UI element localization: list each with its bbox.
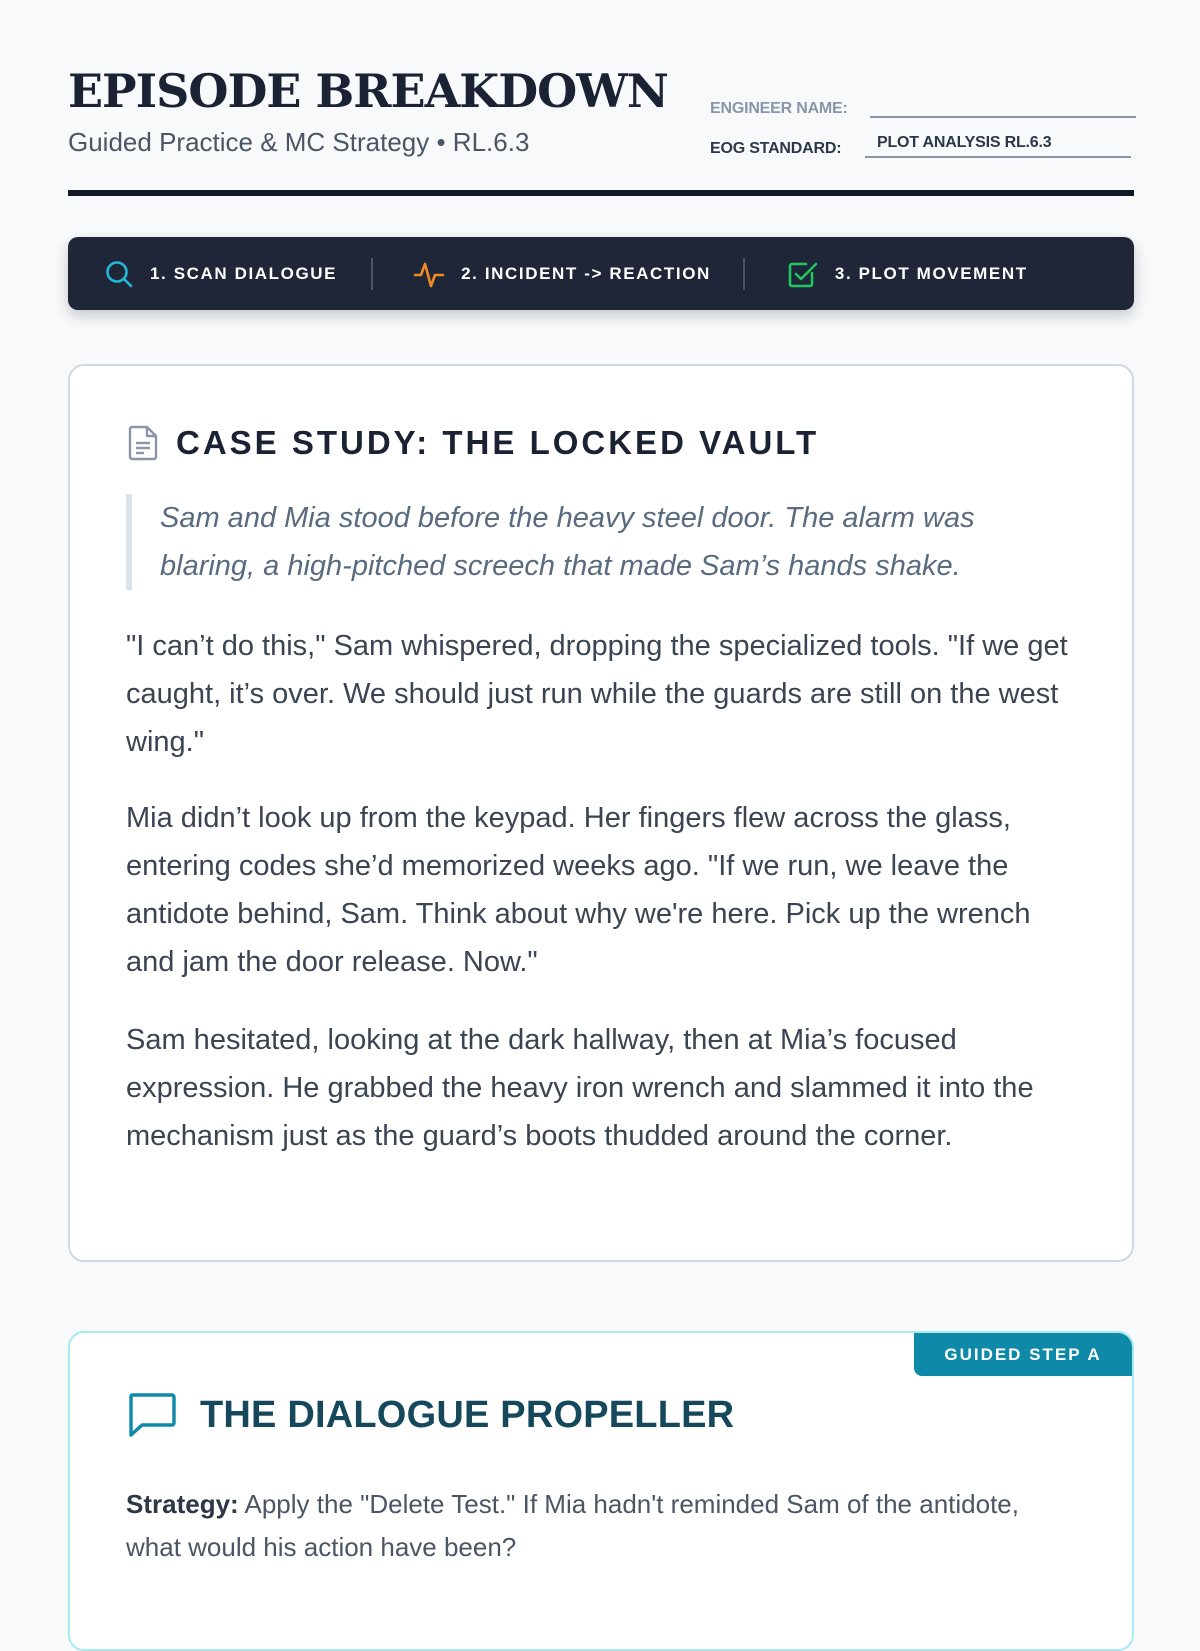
guided-step-header [126,1391,734,1439]
strategy-text [126,1483,1026,1569]
step-divider [371,258,373,290]
document-icon [126,424,160,462]
step-incident-reaction[interactable] [413,237,711,310]
step-plot-movement[interactable] [787,237,1028,310]
chat-bubble-icon [126,1391,178,1439]
search-icon [104,259,134,289]
story-paragraph: Mia didn’t look up from the keypad. Her fingers flew across the glass, entering codes she’d memorized weeks ago. "If we run, we leave the antidote behind, Sam. Think about why we're here. Pick up the wrench and jam the door release. Now." [126,802,1031,978]
case-study-title: CASE STUDY: THE LOCKED VAULT [176,424,820,461]
checkbox-icon [787,259,819,289]
header [68,62,1134,198]
engineer-name-label: ENGINEER NAME: [710,100,848,117]
step-label: 2. INCIDENT -> REACTION [461,263,711,283]
step-label: 1. SCAN DIALOGUE [150,263,338,283]
strategy-steps-bar [68,237,1134,310]
guided-step-badge: GUIDED STEP A [914,1333,1132,1376]
story-paragraph: Sam hesitated, looking at the dark hallway, then at Mia’s focused expression. He grabbed the heavy iron wrench and slammed it into the mechanism just as the guard’s boots thudded around the corner. [126,1024,1034,1152]
engineer-name-row [710,90,1136,118]
engineer-name-field[interactable] [870,90,1136,118]
strategy-body: Apply the "Delete Test." If Mia hadn't reminded Sam of the antidote, what would his action have been? [126,1489,1019,1562]
page-subtitle: Guided Practice & MC Strategy • RL.6.3 [68,127,530,157]
eog-standard-label: EOG STANDARD: [710,140,842,157]
guided-step-title: THE DIALOGUE PROPELLER [200,1393,735,1436]
case-study-quote: Sam and Mia stood before the heavy steel door. The alarm was blaring, a high-pitched screech that made Sam’s hands shake. [126,494,1076,590]
step-divider [743,258,745,290]
story-paragraph: "I can’t do this," Sam whispered, dropping the specialized tools. "If we get caught, it’s over. We should just run while the guards are still on the west wing." [126,630,1068,758]
step-label: 3. PLOT MOVEMENT [834,263,1028,283]
step-scan-dialogue[interactable] [68,237,337,310]
eog-standard-row [710,130,1131,158]
pulse-icon [413,259,445,289]
case-study-header [126,424,819,462]
strategy-label: Strategy: [126,1489,239,1519]
guided-step-card [68,1331,1134,1651]
header-divider [68,190,1134,196]
eog-standard-field[interactable]: PLOT ANALYSIS RL.6.3 [865,130,1131,158]
case-study-card [68,364,1134,1262]
page-title: EPISODE BREAKDOWN [68,64,668,118]
